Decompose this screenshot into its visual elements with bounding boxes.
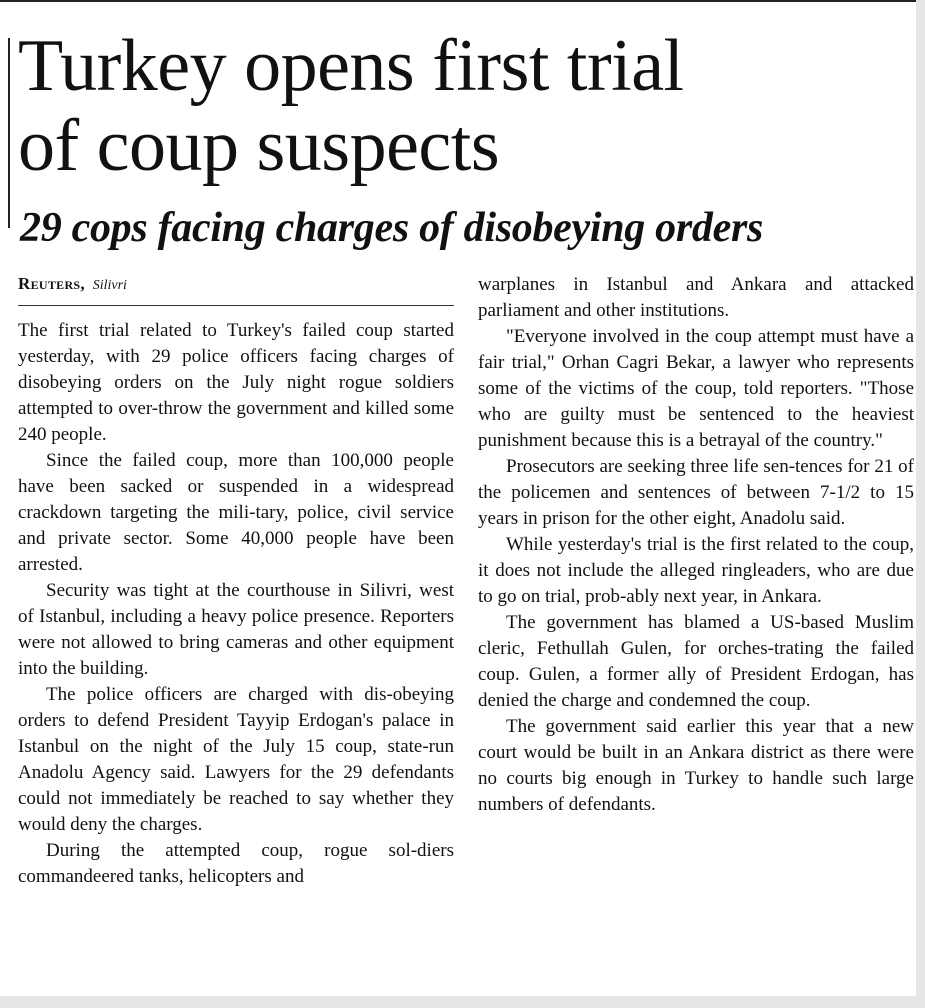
paragraph: "Everyone involved in the coup attempt must have a fair trial," Orhan Cagri Bekar, a lawyer who represents some of the victims of the coup, told reporters. "Those who are guilty must be sentenced to the heaviest punishment because this is a betrayal of the country." bbox=[478, 326, 914, 451]
byline-agency: Reuters, bbox=[18, 274, 85, 293]
subheadline: 29 cops facing charges of disobeying orders bbox=[20, 205, 764, 251]
byline-place: Silivri bbox=[92, 278, 127, 293]
paragraph: The police officers are charged with dis-obeying orders to defend President Tayyip Erdogan's palace in Istanbul on the night of the July 15 coup, state-run Anadolu Agency said. Lawyers for the 29 defendants could not immediately be reached to say whether they would deny the charges. bbox=[18, 684, 454, 835]
paragraph: Security was tight at the courthouse in Silivri, west of Istanbul, including a heavy police presence. Reporters were not allowed to bring cameras and other equipment into the building. bbox=[18, 580, 454, 679]
paragraph: While yesterday's trial is the first related to the coup, it does not include the alleged ringleaders, who are due to go on trial, prob-ably next year, in Ankara. bbox=[478, 534, 914, 607]
article-column-right bbox=[478, 272, 914, 818]
headline-rule bbox=[8, 38, 10, 228]
paragraph: The government said earlier this year that a new court would be built in an Ankara district as there were no courts big enough in Turkey to handle such large numbers of defendants. bbox=[478, 716, 914, 815]
article-column-left bbox=[18, 318, 454, 890]
paragraph: The government has blamed a US-based Muslim cleric, Fethullah Gulen, for orches-trating the failed coup. Gulen, a former ally of President Erdogan, has denied the charge and condemned the coup. bbox=[478, 612, 914, 711]
headline bbox=[18, 26, 908, 186]
page-margin-right bbox=[916, 0, 925, 1008]
byline bbox=[18, 274, 454, 306]
headline-line-1: Turkey opens first trial bbox=[18, 25, 684, 107]
paragraph: Prosecutors are seeking three life sen-tences for 21 of the policemen and sentences of between 7-1/2 to 15 years in prison for the other eight, Anadolu said. bbox=[478, 456, 914, 529]
paragraph: warplanes in Istanbul and Ankara and attacked parliament and other institutions. bbox=[478, 274, 914, 321]
paragraph: Since the failed coup, more than 100,000 people have been sacked or suspended in a widespread crackdown targeting the mili-tary, police, civil service and private sector. Some 40,000 people have been arrested. bbox=[18, 450, 454, 575]
paragraph: The first trial related to Turkey's failed coup started yesterday, with 29 police officers facing charges of disobeying orders on the July night rogue soldiers attempted to over-throw the government and killed some 240 people. bbox=[18, 320, 454, 445]
paragraph: During the attempted coup, rogue sol-diers commandeered tanks, helicopters and bbox=[18, 840, 454, 887]
page-margin-bottom bbox=[0, 996, 925, 1008]
headline-line-2: of coup suspects bbox=[18, 105, 500, 187]
top-rule bbox=[0, 0, 916, 2]
